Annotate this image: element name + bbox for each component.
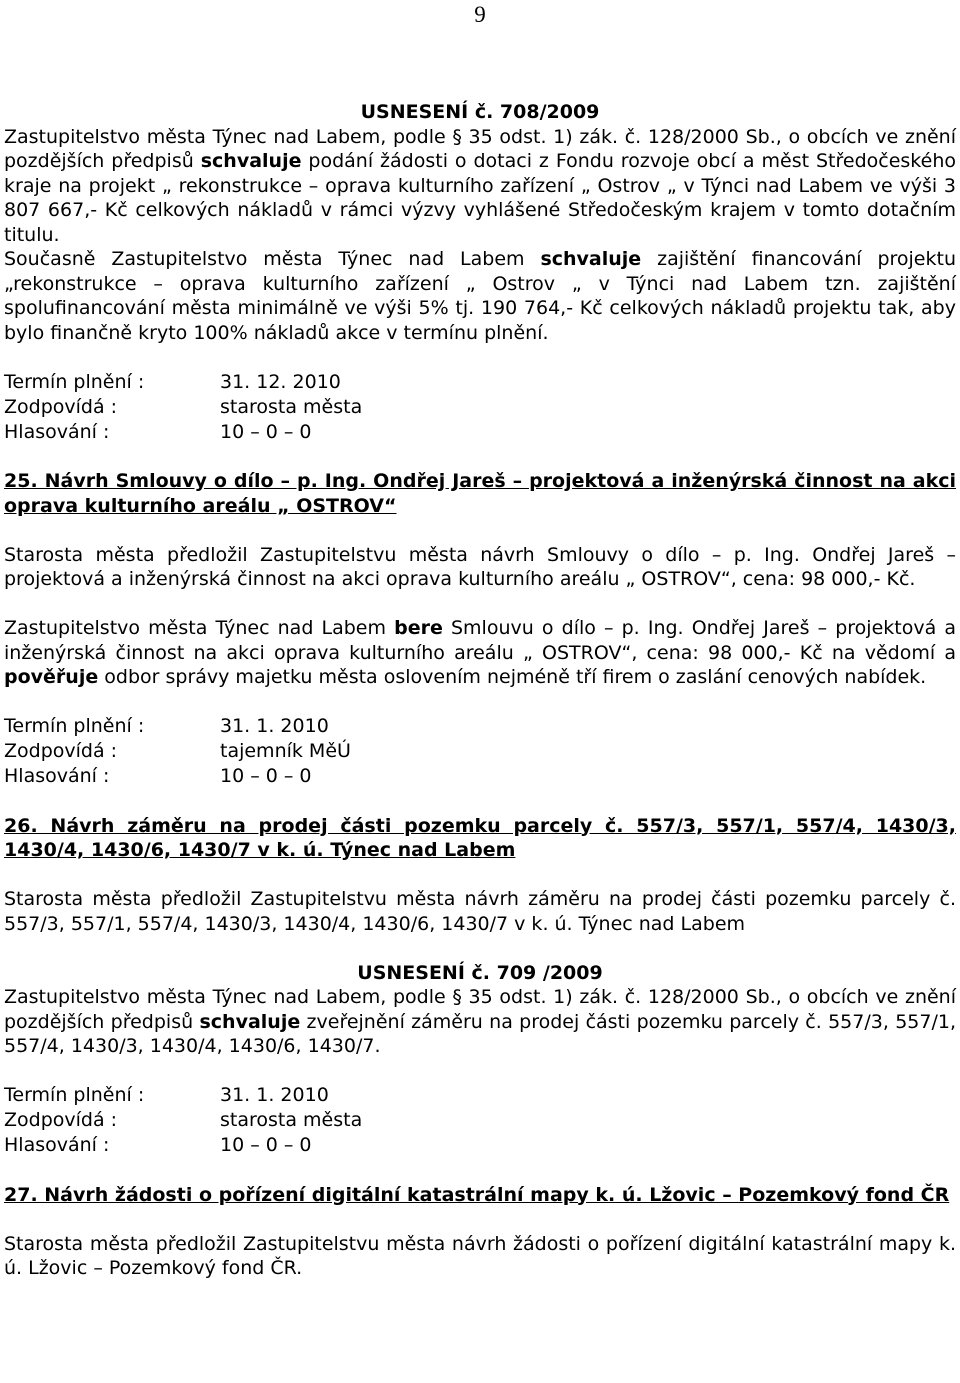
deadline-row: Termín plnění : 31. 1. 2010 — [4, 715, 329, 737]
section-26-paragraph-1: Starosta města předložil Zastupitelstvu města návrh záměru na prodej části pozemku parcely č. 557/3, 557/1, 557/4, 1430/3, 1430/4, 1430/6, 1430/7 v k. ú. Týnec nad Labem — [4, 888, 956, 935]
page-number: 9 — [474, 2, 486, 27]
section-25-heading: 25. Návrh Smlouvy o dílo – p. Ing. Ondřej Jareš – projektová a inženýrská činnost na akci oprava kulturního areálu „ OSTROV“ — [4, 470, 956, 517]
responsible-row: Zodpovídá : starosta města — [4, 395, 363, 418]
section-27-paragraph-1: Starosta města předložil Zastupitelstvu města návrh žádosti o pořízení digitální katastrální mapy k. ú. Lžovic – Pozemkový fond ČR. — [4, 1232, 956, 1279]
section-25-paragraph-1: Starosta města předložil Zastupitelstvu města návrh Smlouvy o dílo – p. Ing. Ondřej Jareš – projektová a inženýrská činnost na akci oprava kulturního areálu „ OSTROV“, cena: 98 000,- Kč. — [4, 543, 956, 590]
deadline-row: Termín plnění : 31. 12. 2010 — [4, 370, 341, 393]
resolution-708-paragraph-2: Současně Zastupitelstvo města Týnec nad Labem schvaluje zajištění financování projektu „rekonstrukce – oprava kulturního zařízení „ Ostrov „ v Týnci nad Labem tzn. zajištění spolufinancování města minimálně ve výši 5% tj. 190 764,- Kč celkových nákladů projektu tak, aby bylo finančně kryto 100% nákladů akce v termínu plnění. — [4, 248, 956, 344]
resolution-title-709: USNESENÍ č. 709 /2009 — [357, 961, 603, 984]
vote-row: Hlasování : 10 – 0 – 0 — [4, 420, 312, 443]
responsible-row: Zodpovídá : tajemník MěÚ — [4, 740, 351, 762]
section-26-heading: 26. Návrh záměru na prodej části pozemku parcely č. 557/3, 557/1, 557/4, 1430/3, 1430/4, 1430/6, 1430/7 v k. ú. Týnec nad Labem — [4, 814, 956, 861]
resolution-title-708: USNESENÍ č. 708/2009 — [360, 101, 600, 123]
document-body — [4, 100, 956, 1281]
resolution-709-paragraph: Zastupitelstvo města Týnec nad Labem, podle § 35 odst. 1) zák. č. 128/2000 Sb., o obcích ve znění pozdějších předpisů schvaluje zveřejnění záměru na prodej části pozemku parcely č. 557/3, 557/1, 557/4, 1430/3, 1430/4, 1430/6, 1430/7. — [4, 986, 956, 1057]
deadline-row: Termín plnění : 31. 1. 2010 — [4, 1084, 329, 1106]
section-25-paragraph-2: Zastupitelstvo města Týnec nad Labem bere Smlouvu o dílo – p. Ing. Ondřej Jareš – projektová a inženýrská činnost na akci oprava kulturního areálu „ OSTROV“, cena: 98 000,- Kč na vědomí a pověřuje odbor správy majetku města oslovením nejméně tří firem o zaslání cenových nabídek. — [4, 617, 956, 688]
vote-row: Hlasování : 10 – 0 – 0 — [4, 1134, 312, 1156]
resolution-708-paragraph-1: Zastupitelstvo města Týnec nad Labem, podle § 35 odst. 1) zák. č. 128/2000 Sb., o obcích ve znění pozdějších předpisů schvaluje podání žádosti o dotaci z Fondu rozvoje obcí a měst Středočeského kraje na projekt „ rekonstrukce – oprava kulturního zařízení „ Ostrov „ v Týnci nad Labem ve výši 3 807 667,- Kč celkových nákladů v rámci výzvy vyhlášené Středočeským krajem v tomto dotačním titulu. — [4, 125, 956, 246]
responsible-row: Zodpovídá : starosta města — [4, 1109, 363, 1131]
section-27-heading: 27. Návrh žádosti o pořízení digitální katastrální mapy k. ú. Lžovic – Pozemkový fond ČR — [4, 1183, 950, 1206]
vote-row: Hlasování : 10 – 0 – 0 — [4, 765, 312, 787]
